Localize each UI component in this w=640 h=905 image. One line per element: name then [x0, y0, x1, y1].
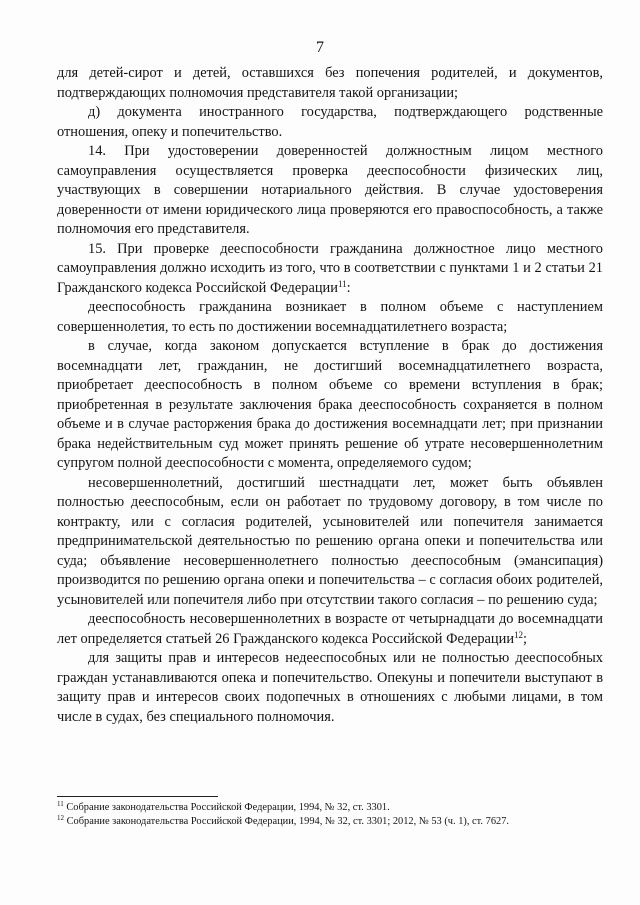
footnote-number: 11 — [57, 800, 64, 808]
paragraph-text: дееспособность несовершеннолетних в возрасте от четырнадцати до восемнадцати лет определяется статьей 26 Гражданского кодекса Российской Федерации — [57, 611, 603, 647]
footnote-ref[interactable]: 12 — [514, 629, 524, 640]
paragraph-text: д) документа иностранного государства, подтверждающего родственные отношения, опеку и попечительство. — [57, 104, 603, 140]
footnote-ref[interactable]: 11 — [337, 278, 347, 289]
paragraph — [57, 142, 603, 240]
paragraph-text: 15. При проверке дееспособности гражданина должностное лицо местного самоуправления должно исходить из того, что в соответствии с пунктами 1 и 2 статьи 21 Гражданского кодекса Российской Федерации — [57, 240, 603, 296]
paragraph-text: 14. При удостоверении доверенностей должностным лицом местного самоуправления осуществляется проверка дееспособности физических лиц, участвующих в совершении нотариального действия. В случае удостоверения доверенности от имени юридического лица проверяются его правоспособность, а также полномочия его представителя. — [57, 143, 603, 237]
paragraph — [57, 610, 603, 649]
paragraph — [57, 103, 603, 142]
paragraph — [57, 298, 603, 337]
footnote-text: Собрание законодательства Российской Федерации, 1994, № 32, ст. 3301. — [63, 802, 390, 813]
paragraph-text: в случае, когда законом допускается вступление в брак до достижения восемнадцати лет, гражданин, не достигший восемнадцатилетнего возраста, приобретает дееспособность в полном объеме со времени вступления в брак; приобретенная в результате заключения брака дееспособность сохраняется в полном объеме и в случае расторжения брака до достижения восемнадцати лет; при признании брака недействительным суд может принять решение об утрате несовершеннолетним супругом полной дееспособности с момента, определяемого судом; — [57, 338, 603, 471]
paragraph-tail: : — [346, 279, 351, 296]
paragraph — [57, 649, 603, 727]
document-body — [57, 64, 603, 727]
paragraph-text: для защиты прав и интересов недееспособных или не полностью дееспособных граждан устанавливаются опека и попечительство. Опекуны и попечители выступают в защиту прав и интересов своих подопечных в отношениях с любыми лицами, в том числе в судах, без специального полномочия. — [57, 650, 603, 725]
paragraph — [57, 337, 603, 474]
footnote-divider — [57, 796, 218, 797]
paragraph-text: несовершеннолетний, достигший шестнадцати лет, может быть объявлен полностью дееспособным, если он работает по трудовому договору, в том числе по контракту, или с согласия родителей, усыновителей или попечителя занимается предпринимательской деятельностью по решению органа опеки и попечительства или суда; объявление несовершеннолетнего полностью дееспособным (эмансипация) производится по решению органа опеки и попечительства – с согласия обоих родителей, усыновителей или попечителя либо при отсутствии такого согласия – по решению суда; — [57, 474, 603, 608]
footnote — [57, 815, 603, 829]
page-number: 7 — [316, 39, 324, 56]
paragraph — [57, 240, 603, 299]
footnotes — [57, 801, 603, 828]
paragraph-text: дееспособность гражданина возникает в полном объеме с наступлением совершеннолетия, то есть по достижении восемнадцатилетнего возраста; — [57, 299, 603, 335]
footnote-number: 12 — [57, 813, 64, 822]
paragraph — [57, 474, 603, 611]
footnote — [57, 801, 603, 815]
paragraph-text: для детей-сирот и детей, оставшихся без попечения родителей, и документов, подтверждающих полномочия представителя такой организации; — [57, 65, 603, 101]
footnote-text: Собрание законодательства Российской Федерации, 1994, № 32, ст. 3301; 2012, № 53 (ч. 1), ст. 7627. — [64, 815, 510, 827]
paragraph — [57, 64, 603, 103]
paragraph-tail: ; — [523, 630, 528, 647]
